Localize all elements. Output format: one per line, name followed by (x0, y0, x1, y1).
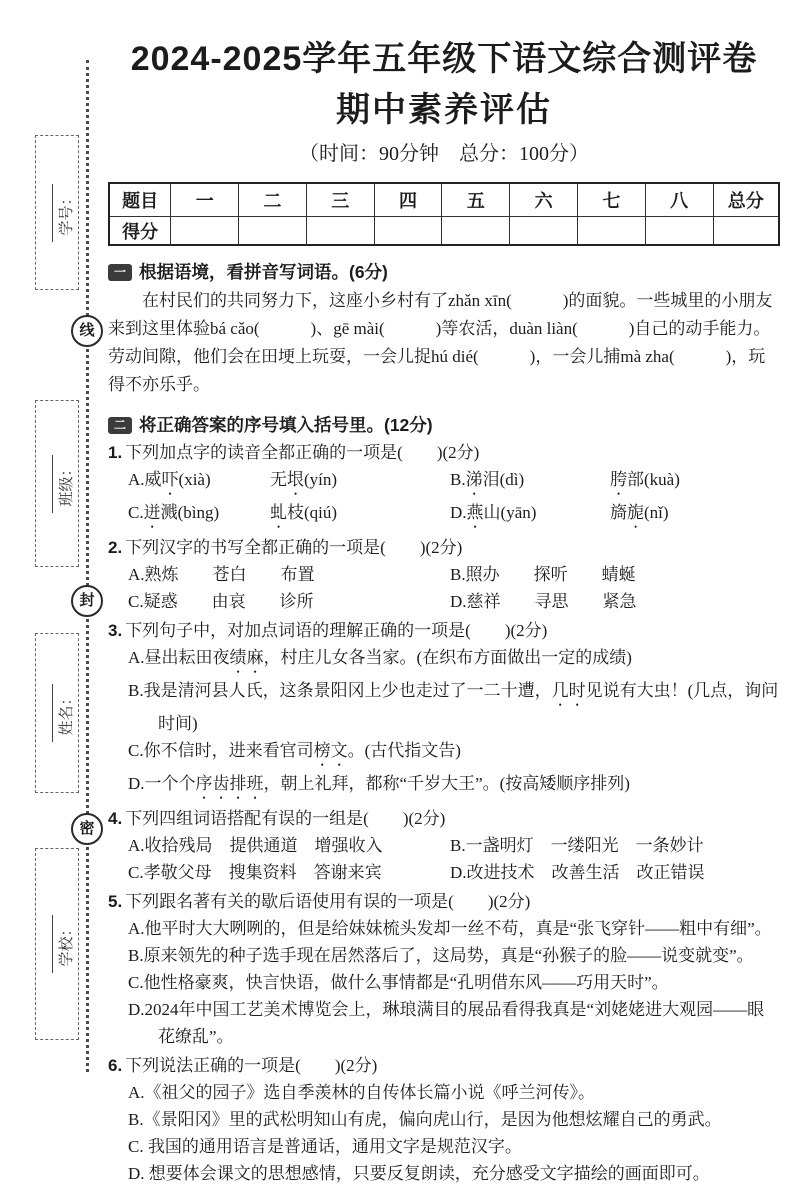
score-cell (645, 217, 713, 246)
question-5-stem-text: 下列跟名著有关的歇后语使用有误的一项是( )(2分) (125, 892, 531, 911)
option-d: D.一个个序齿排班，朝上礼拜，都称“千岁大王”。(按高矮顺序排列) (128, 774, 630, 793)
seal-feng-badge: 封 (71, 585, 103, 617)
section-2-header (108, 413, 780, 437)
question-4 (108, 806, 780, 886)
score-table-header-row (109, 183, 779, 217)
score-header-cell: 题目 (109, 183, 171, 217)
score-cell (442, 217, 510, 246)
score-header-cell: 四 (374, 183, 442, 217)
score-header-cell: 七 (578, 183, 646, 217)
question-1-options-row-2 (108, 499, 780, 532)
option-a2: 无垠(yín) (270, 470, 338, 489)
question-6-stem (108, 1053, 780, 1079)
option-d: D.慈祥 寻思 紧急 (450, 592, 637, 611)
score-header-cell: 六 (510, 183, 578, 217)
name-label (38, 684, 76, 742)
option-a: A.他平时大大咧咧的，但是给妹妹梳头发却一丝不苟，真是“张飞穿针——粗中有细”。 (128, 919, 772, 938)
option-b: B.《景阳冈》里的武松明知山有虎，偏向虎山行，是因为他想炫耀自己的勇武。 (128, 1110, 722, 1129)
question-6-number: 6. (108, 1056, 123, 1075)
question-2 (108, 535, 780, 615)
question-3-stem (108, 618, 780, 644)
section-2-icon: 二 (108, 417, 132, 434)
question-4-stem-text: 下列四组词语搭配有误的一组是( )(2分) (125, 809, 446, 828)
option-c: C.迸溅(bìng) (128, 503, 220, 522)
score-header-cell: 一 (171, 183, 239, 217)
seal-xian-badge: 线 (71, 315, 103, 347)
option-b: B.涕泪(dì) (450, 470, 525, 489)
option-d: D.改进技术 改善生活 改正错误 (450, 863, 705, 882)
option-a: A.威吓(xià) (128, 470, 211, 489)
question-2-number: 2. (108, 538, 123, 557)
score-header-cell: 三 (306, 183, 374, 217)
question-6-stem-text: 下列说法正确的一项是( )(2分) (125, 1056, 378, 1075)
question-2-options-row-1 (108, 561, 780, 588)
student-id-box (35, 135, 79, 290)
school-blank (40, 915, 53, 973)
question-2-stem-text: 下列汉字的书写全都正确的一项是( )(2分) (125, 538, 463, 557)
question-1-stem (108, 440, 780, 466)
seal-dotted-line (86, 60, 89, 1072)
option-c: C.他性格豪爽，快言快语，做什么事情都是“孔明借东风——巧用天时”。 (128, 973, 669, 992)
score-cell (239, 217, 307, 246)
section-1-passage: 在村民们的共同努力下，这座小乡村有了zhǎn xīn( )的面貌。一些城里的小朋友来到这里体验bá cǎo( )、gē mài( )等农活，duàn liàn( )自己的动手能力。劳动间隙，他们会在田埂上玩耍，一会儿捉hú dié( )，一会儿捕mà zha( )，玩得不亦乐乎。 (108, 291, 773, 394)
school-label (38, 915, 76, 973)
question-2-options-row-2 (108, 588, 780, 615)
student-id-label (38, 184, 76, 242)
exam-paper (108, 36, 780, 1187)
question-1-stem-text: 下列加点字的读音全都正确的一项是( )(2分) (125, 443, 480, 462)
option-a: A.昼出耘田夜绩麻，村庄儿女各当家。(在织布方面做出一定的成绩) (128, 648, 632, 667)
seal-mi-badge: 密 (71, 813, 103, 845)
question-5-number: 5. (108, 892, 123, 911)
student-id-text: 学号： (59, 190, 75, 236)
score-header-cell: 五 (442, 183, 510, 217)
option-d: D.燕山(yān) (450, 503, 537, 522)
section-1-title: 根据语境，看拼音写词语。(6分) (139, 262, 388, 282)
question-1-options-row-1 (108, 466, 780, 499)
option-c: C. 我国的通用语言是普通话，通用文字是规范汉字。 (128, 1137, 522, 1156)
option-c: C.你不信时，进来看官司榜文。(古代指文告) (128, 741, 461, 760)
option-a: A.熟炼 苍白 布置 (128, 565, 315, 584)
school-text: 学校： (59, 921, 75, 967)
exam-duration: （时间：90分钟 总分：100分） (299, 143, 589, 165)
question-3 (108, 618, 780, 803)
class-label (38, 455, 76, 513)
class-blank (40, 455, 53, 513)
class-text: 班级： (59, 461, 75, 507)
score-cell (171, 217, 239, 246)
question-2-stem (108, 535, 780, 561)
question-5 (108, 889, 780, 1050)
option-b: B.原来领先的种子选手现在居然落后了，这局势，真是“孙猴子的脸——说变就变”。 (128, 946, 754, 965)
option-d: D. 想要体会课文的思想感情，只要反复朗读，充分感受文字描绘的画面即可。 (128, 1164, 710, 1183)
name-box (35, 633, 79, 793)
question-4-options-row-2 (108, 859, 780, 886)
question-4-number: 4. (108, 809, 123, 828)
score-table-score-row (109, 217, 779, 246)
section-1-icon: 一 (108, 264, 132, 281)
score-cell (713, 217, 779, 246)
question-4-stem (108, 806, 780, 832)
option-b: B.我是清河县人氏，这条景阳冈上少也走过了一二十遭，几时见说有大虫！(几点，询问时间) (128, 681, 779, 733)
option-c2: 虬枝(qiú) (270, 503, 338, 522)
page-subtitle-line: 期中素养评估 (336, 91, 552, 129)
score-cell (578, 217, 646, 246)
score-cell (306, 217, 374, 246)
option-b: B.一盏明灯 一缕阳光 一条妙计 (450, 836, 704, 855)
score-header-cell: 八 (645, 183, 713, 217)
score-row-label: 得分 (109, 217, 171, 246)
name-text: 姓名： (59, 690, 75, 736)
option-b2: 胯部(kuà) (610, 470, 680, 489)
score-header-cell: 二 (239, 183, 307, 217)
option-a: A.《祖父的园子》选自季羡林的自传体长篇小说《呼兰河传》。 (128, 1083, 596, 1102)
class-box (35, 400, 79, 567)
page-title: 2024-2025学年五年级下语文综合测评卷 (130, 40, 758, 78)
score-cell (374, 217, 442, 246)
score-table (108, 182, 780, 246)
question-3-number: 3. (108, 621, 123, 640)
option-d: D.2024年中国工艺美术博览会上，琳琅满目的展品看得我真是“刘姥姥进大观园——眼花缭乱”。 (128, 1000, 765, 1046)
name-blank (40, 684, 53, 742)
option-a: A.收拾残局 提供通道 增强收入 (128, 836, 383, 855)
school-box (35, 848, 79, 1040)
option-c: C.疑惑 由哀 诊所 (128, 592, 314, 611)
section-1-header (108, 260, 780, 284)
question-3-stem-text: 下列句子中，对加点词语的理解正确的一项是( )(2分) (125, 621, 548, 640)
option-c: C.孝敬父母 搜集资料 答谢来宾 (128, 863, 382, 882)
question-1 (108, 440, 780, 532)
student-id-blank (40, 184, 53, 242)
question-5-stem (108, 889, 780, 915)
option-d2: 旖旎(nǐ) (610, 503, 669, 522)
question-4-options-row-1 (108, 832, 780, 859)
section-2-title: 将正确答案的序号填入括号里。(12分) (139, 415, 433, 435)
option-b: B.照办 探听 蜻蜒 (450, 565, 636, 584)
question-1-number: 1. (108, 443, 123, 462)
score-cell (510, 217, 578, 246)
score-header-cell: 总分 (713, 183, 779, 217)
question-6 (108, 1053, 780, 1187)
